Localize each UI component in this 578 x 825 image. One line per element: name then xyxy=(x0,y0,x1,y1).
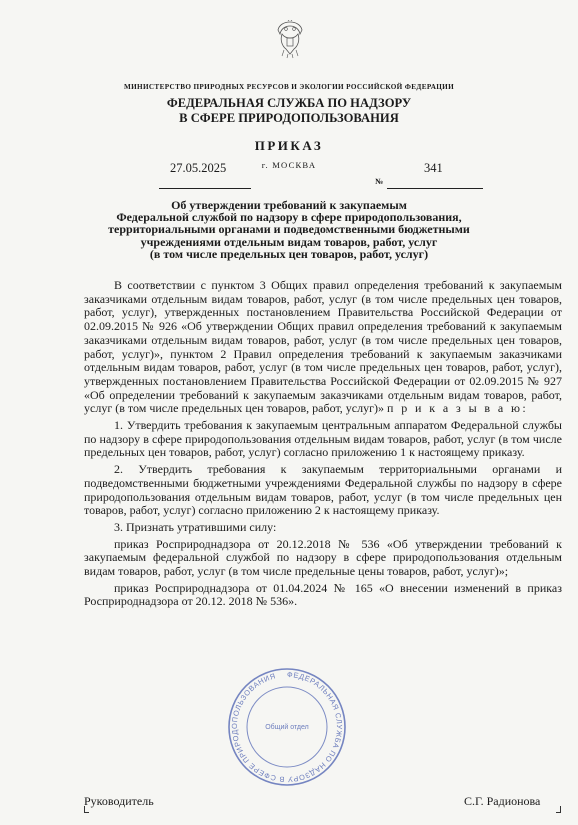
prikazyvayu-word: п р и к а з ы в а ю: xyxy=(387,401,529,416)
order-city: г. МОСКВА xyxy=(261,160,317,170)
official-round-seal-icon xyxy=(226,666,348,788)
order-item-3: 3. Признать утратившими силу: xyxy=(114,519,277,534)
preamble-paragraph xyxy=(84,279,562,416)
order-item-1: 1. Утвердить требования к закупаемым центральным аппаратом Федеральной службы по надзору в сфере природопользования отдельным видам товаров, работ, услуг (в том числе предельных цен товаров, работ, услуг) согласно приложению 1 к настоящему приказу. xyxy=(84,418,562,460)
corner-mark-right xyxy=(556,806,561,813)
number-sign: № xyxy=(375,177,384,186)
repealed-order-1: приказ Росприроднадзора от 20.12.2018 № 536 «Об утверждении требований к закупаемым федеральной службой по надзору в сфере природопользования отдельным видам товаров, работ, услуг (в том числе предельные цены товаров, работ, услуг)»; xyxy=(84,536,562,579)
signatory-name: С.Г. Радионова xyxy=(464,794,541,808)
service-name xyxy=(0,96,578,126)
ministry-name: МИНИСТЕРСТВО ПРИРОДНЫХ РЕСУРСОВ И ЭКОЛОГИИ РОССИЙСКОЙ ФЕДЕРАЦИИ xyxy=(123,83,455,91)
repealed-order-2: приказ Росприроднадзора от 01.04.2024 № 165 «О внесении изменений в приказ Росприроднадзора от 20.12. 2018 № 536». xyxy=(84,580,562,609)
document-body xyxy=(84,279,562,612)
service-name-line-2: В СФЕРЕ ПРИРОДОПОЛЬЗОВАНИЯ xyxy=(179,111,399,125)
document-title xyxy=(0,199,578,260)
order-number: 341 xyxy=(424,161,443,175)
order-date: 27.05.2025 xyxy=(170,161,227,175)
title-line: (в том числе предельных цен товаров, работ, услуг) xyxy=(149,246,429,261)
order-item-2: 2. Утвердить требования к закупаемым территориальными органами и подведомственными бюджетными учреждениями Федеральной службы по надзору в сфере природопользования отдельным видам товаров, работ, услуг (в том числе предельных цен товаров, работ, услуг) согласно приложению 2 к настоящему приказу. xyxy=(84,462,562,518)
stamp-ring-text: ФЕДЕРАЛЬНАЯ СЛУЖБА ПО НАДЗОРУ В СФЕРЕ ПРИРОДОПОЛЬЗОВАНИЯ xyxy=(229,669,344,785)
signatory-position: Руководитель xyxy=(84,794,154,808)
title-line: учреждениями отдельным видам товаров, работ, услуг xyxy=(140,234,438,249)
date-underline xyxy=(159,188,251,189)
corner-mark-left xyxy=(84,806,89,813)
preamble-text: В соответствии с пунктом 3 Общих правил определения требований к закупаемым заказчиками отдельным видам товаров, работ, услуг (в том числе предельных цен товаров, работ, услуг), утвержденных постановлением Правительства Российской Федерации от 02.09.2015 № 926 «Об утверждении Общих правил определения требований к закупаемым заказчиками отдельным видам товаров, работ, услуг (в том числе предельных цен товаров, работ, услуг)», пунктом 2 Правил определения требований к закупаемым заказчиками отдельным видам товаров, работ, услуг (в том числе предельных цен товаров, работ, услуг), утвержденных постановлением Правительства Российской Федерации от 02.09.2015 № 927 «Об определении требований к закупаемым заказчиками отдельным видам товаров, работ, услуг (в том числе предельных цен товаров, работ, услуг)» xyxy=(84,278,562,416)
title-line: Об утверждении требований к закупаемым xyxy=(171,198,407,212)
service-name-line-1: ФЕДЕРАЛЬНАЯ СЛУЖБА ПО НАДЗОРУ xyxy=(166,96,412,110)
title-line: территориальными органами и подведомственными бюджетными xyxy=(108,222,470,237)
document-type: ПРИКАЗ xyxy=(254,138,324,153)
title-line: Федеральной службой по надзору в сфере природопользования, xyxy=(116,210,462,225)
stamp-center-text: Общий отдел xyxy=(265,724,309,731)
coat-of-arms-icon xyxy=(276,20,304,60)
number-underline xyxy=(387,188,483,189)
